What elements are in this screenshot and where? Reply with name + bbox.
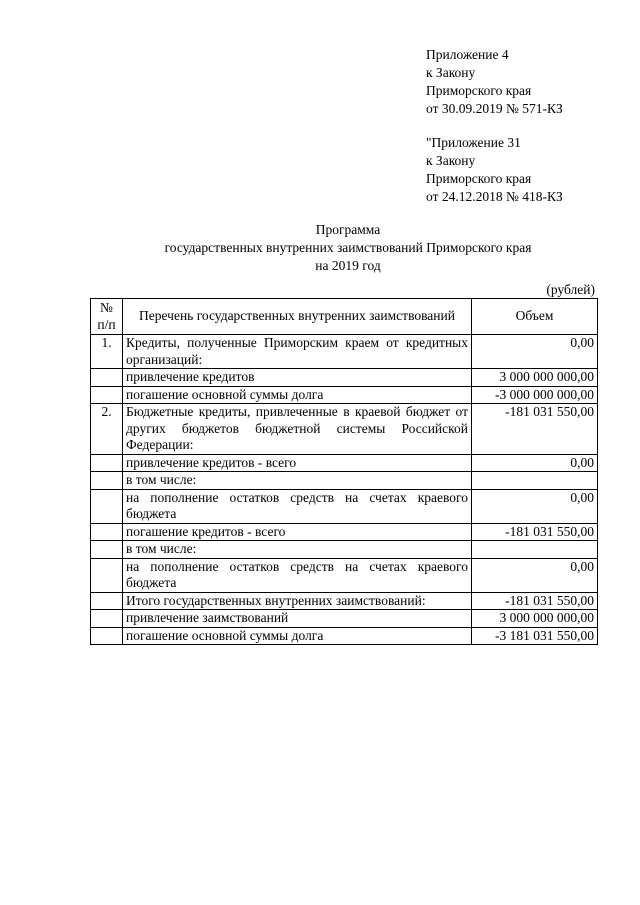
row-name: погашение основной суммы долга (123, 627, 472, 645)
annex-line: от 24.12.2018 № 418-КЗ (426, 189, 563, 204)
row-number (91, 592, 123, 610)
borrowing-program-table (90, 298, 598, 645)
table-row (91, 523, 598, 541)
row-value: -3 181 031 550,00 (472, 627, 598, 645)
table-row (91, 386, 598, 404)
table-row (91, 454, 598, 472)
row-value: 0,00 (472, 454, 598, 472)
annex-line: Приморского края (426, 83, 532, 98)
header-number: № п/п (91, 299, 123, 335)
annex-line: "Приложение 31 (426, 135, 521, 150)
annex-original-reference (426, 134, 563, 206)
row-number (91, 386, 123, 404)
row-name: в том числе: (123, 541, 472, 559)
table-row (91, 335, 598, 369)
row-number (91, 610, 123, 628)
row-name: Итого государственных внутренних заимствований: (123, 592, 472, 610)
table-row (91, 558, 598, 592)
table-row (91, 627, 598, 645)
annex-line: Приложение 4 (426, 47, 509, 62)
row-value: 3 000 000 000,00 (472, 369, 598, 387)
row-number (91, 472, 123, 490)
annex-line: к Закону (426, 153, 476, 168)
table-row (91, 541, 598, 559)
row-value: -181 031 550,00 (472, 523, 598, 541)
row-name: на пополнение остатков средств на счетах краевого бюджета (123, 489, 472, 523)
row-name: погашение кредитов - всего (123, 523, 472, 541)
annex-line: к Закону (426, 65, 476, 80)
header-value: Объем (472, 299, 598, 335)
row-number (91, 541, 123, 559)
row-value: -181 031 550,00 (472, 404, 598, 455)
title-line: на 2019 год (315, 258, 381, 273)
row-value: 0,00 (472, 489, 598, 523)
row-value (472, 541, 598, 559)
row-name: Бюджетные кредиты, привлеченные в краевой бюджет от других бюджетов бюджетной системы Российской Федерации: (123, 404, 472, 455)
row-name: Кредиты, полученные Приморским краем от кредитных организаций: (123, 335, 472, 369)
row-name: на пополнение остатков средств на счетах краевого бюджета (123, 558, 472, 592)
annex-current-reference (426, 46, 563, 118)
row-value: 0,00 (472, 335, 598, 369)
row-name: в том числе: (123, 472, 472, 490)
row-number (91, 627, 123, 645)
row-number: 1. (91, 335, 123, 369)
row-value: 3 000 000 000,00 (472, 610, 598, 628)
units-label: (рублей) (546, 282, 595, 297)
row-value: -3 000 000 000,00 (472, 386, 598, 404)
table-row (91, 369, 598, 387)
annex-line: от 30.09.2019 № 571-КЗ (426, 101, 563, 116)
title-line: государственных внутренних заимствований Приморского края (164, 240, 532, 255)
row-name: привлечение кредитов (123, 369, 472, 387)
row-number (91, 454, 123, 472)
row-number: 2. (91, 404, 123, 455)
row-value: 0,00 (472, 558, 598, 592)
row-name: привлечение кредитов - всего (123, 454, 472, 472)
header-name: Перечень государственных внутренних заимствований (123, 299, 472, 335)
row-name: погашение основной суммы долга (123, 386, 472, 404)
row-number (91, 558, 123, 592)
row-number (91, 369, 123, 387)
title-line: Программа (315, 222, 381, 237)
table-row (91, 489, 598, 523)
row-value: -181 031 550,00 (472, 592, 598, 610)
table-row (91, 592, 598, 610)
table-row (91, 472, 598, 490)
table-row (91, 404, 598, 455)
table-header-row (91, 299, 598, 335)
document-title (90, 221, 606, 275)
row-number (91, 489, 123, 523)
row-value (472, 472, 598, 490)
row-number (91, 523, 123, 541)
annex-line: Приморского края (426, 171, 532, 186)
row-name: привлечение заимствований (123, 610, 472, 628)
table-row (91, 610, 598, 628)
